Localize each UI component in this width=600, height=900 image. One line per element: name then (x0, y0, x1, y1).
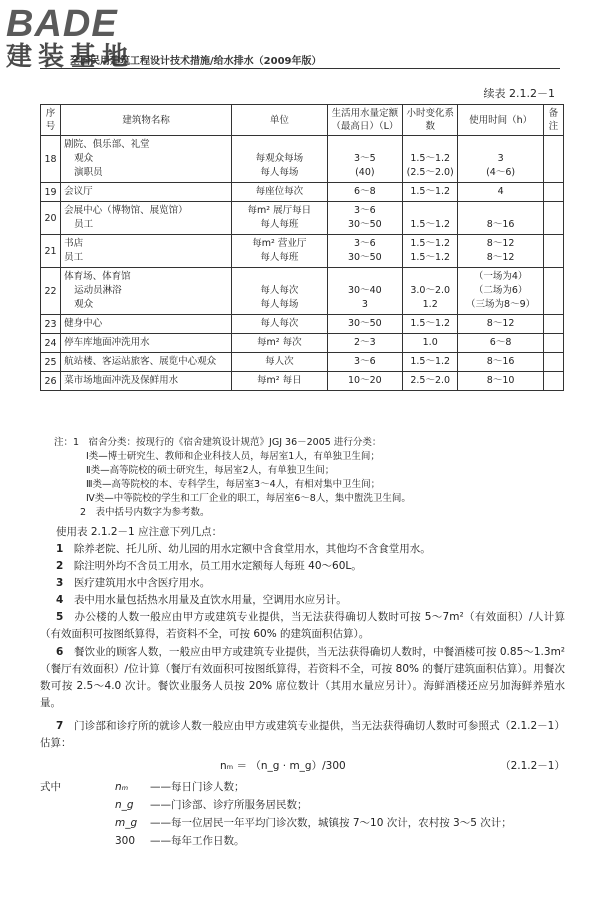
unit-line: 每人每场 (260, 167, 299, 178)
building-name (61, 202, 232, 235)
building-name (61, 334, 232, 353)
water-quota (327, 334, 402, 353)
usage-time-line: 8～10 (486, 375, 515, 386)
unit (232, 334, 328, 353)
unit (232, 315, 328, 334)
point-3-text: 医疗建筑用水中含医疗用水。 (73, 577, 211, 589)
unit (232, 235, 328, 268)
row-number: 19 (41, 183, 61, 202)
hourly-coefficient-line: 1.5～1.2 (410, 186, 451, 197)
header-time: 使用时间（h） (458, 105, 543, 136)
point-4 (40, 592, 565, 609)
table-row (41, 183, 564, 202)
unit (232, 202, 328, 235)
table-continued-label: 续表 2.1.2－1 (483, 87, 555, 100)
row-number: 22 (41, 268, 61, 315)
point-1-text: 除养老院、托儿所、幼儿园的用水定额中含食堂用水，其他均不含食堂用水。 (73, 543, 431, 555)
table-notes (54, 436, 574, 520)
usage-time-line: 8～12 (486, 318, 515, 329)
table-row (41, 372, 564, 391)
remark (543, 315, 563, 334)
unit (232, 136, 328, 183)
water-quota-line: 6～8 (354, 186, 376, 197)
row-number: 23 (41, 315, 61, 334)
header-rule (40, 68, 560, 69)
point-7-text: 门诊部和诊疗所的就诊人数一般应由甲方或建筑专业提供，当无法获得确切人数时可参照式（2.1.2－1）估算： (40, 720, 566, 749)
hourly-coefficient-line: 1.5～1.2 (410, 318, 451, 329)
building-name (61, 372, 232, 391)
remark (543, 268, 563, 315)
table-row (41, 235, 564, 268)
hourly-coefficient-line: 1.2 (422, 299, 438, 310)
hourly-coefficient-line: 1.5～1.2 (410, 356, 451, 367)
water-quota-line: 30～50 (347, 252, 382, 263)
water-quota (327, 202, 402, 235)
point-6-text: 餐饮业的顾客人数，一般应由甲方或建筑专业提供，当无法获得确切人数时，中餐酒楼可按 0.85～1.3m²（餐厅有效面积）/位计算（餐厅有效面积可按图纸算得，若资料不全，可按 80% 的餐厅建筑面积估算）。用餐次数可按 2.5～4.0 次计。餐饮业服务人员按 20% 席位数计（其用水量应另计）。海鲜酒楼还应另加海鲜养殖水量。 (40, 646, 566, 709)
water-quota (327, 372, 402, 391)
table-row (41, 353, 564, 372)
usage-time-line: (4～6) (486, 167, 516, 178)
unit-line: 每m² 每次 (257, 337, 302, 348)
water-quota-line: 30～50 (347, 318, 382, 329)
usage-time (458, 183, 543, 202)
water-quota-line (331, 138, 399, 152)
point-1-no: 1 (56, 543, 64, 555)
usage-time (458, 202, 543, 235)
unit-line: 每人每次 (260, 285, 299, 296)
building-name-line: 航站楼、客运站旅客、展览中心观众 (64, 356, 217, 367)
water-quota-line: 3 (361, 299, 368, 310)
hourly-coefficient (403, 372, 458, 391)
usage-time-line: （二场为6） (473, 285, 528, 296)
def-4-symbol: 300 (115, 835, 136, 847)
building-name-line: 体育场、体育馆 (64, 271, 131, 282)
hourly-coefficient-line: 1.5～1.2 (410, 252, 451, 263)
equation-number: （2.1.2－1） (500, 760, 565, 772)
water-quota (327, 183, 402, 202)
point-5-text: 办公楼的人数一般应由甲方或建筑专业提供，当无法获得确切人数时可按 5～7m²（有效面积）/人计算（有效面积可按图纸算得，若资料不全，可按 60% 的建筑面积估算）。 (40, 611, 566, 640)
hourly-coefficient-line: 2.5～2.0 (410, 375, 451, 386)
running-header: 全国民用建筑工程设计技术措施/给水排水（2009年版） (70, 56, 322, 67)
water-quota-line (331, 270, 399, 284)
remark (543, 202, 563, 235)
point-6 (40, 644, 565, 712)
usage-time-line: 8～16 (486, 219, 515, 230)
note-1: 1 宿舍分类：按现行的《宿舍建筑设计规范》JGJ 36－2005 进行分类： (73, 437, 382, 448)
water-quota-line: 10～20 (347, 375, 382, 386)
hourly-coefficient (403, 315, 458, 334)
unit-line (235, 270, 324, 284)
unit-line: 每座位每次 (255, 186, 304, 197)
water-quota-line: 3～6 (354, 238, 376, 249)
def-3-text: ——每一位居民一年平均门诊次数，城镇按 7～10 次计，农村按 3～5 次计； (150, 817, 512, 829)
unit-line: 每人次 (265, 356, 294, 367)
building-name-line: 员工 (74, 219, 94, 230)
note-class-2: Ⅱ类—高等院校的硕士研究生，每居室2人，有单独卫生间； (86, 465, 335, 476)
unit-line: 每m² 展厅每日 (247, 205, 312, 216)
point-2-no: 2 (56, 560, 64, 572)
point-6-no: 6 (56, 646, 64, 658)
hourly-coefficient-line (406, 270, 454, 284)
unit (232, 183, 328, 202)
hourly-coefficient (403, 136, 458, 183)
row-number: 25 (41, 353, 61, 372)
building-name (61, 353, 232, 372)
water-quota (327, 235, 402, 268)
hourly-coefficient-line: 1.0 (422, 337, 438, 348)
point-4-no: 4 (56, 594, 64, 606)
building-name (61, 268, 232, 315)
table-header-row (41, 105, 564, 136)
header-no: 序号 (41, 105, 61, 136)
usage-time-line (461, 138, 539, 152)
unit-line (235, 138, 324, 152)
note-class-1: Ⅰ类—博士研究生、教师和企业科技人员，每居室1人，有单独卫生间； (86, 451, 380, 462)
remark (543, 235, 563, 268)
row-number: 26 (41, 372, 61, 391)
unit-line: 每m² 营业厅 (252, 238, 307, 249)
usage-time-line (461, 204, 539, 218)
header-name: 建筑物名称 (61, 105, 232, 136)
def-2-symbol: n_g (115, 799, 134, 811)
building-name-line: 会展中心（博物馆、展览馆） (64, 205, 188, 216)
usage-time-line: 6～8 (489, 337, 512, 348)
hourly-coefficient (403, 353, 458, 372)
unit-line: 每人每班 (260, 252, 299, 263)
usage-time-line: 8～12 (486, 252, 515, 263)
notes-label: 注： (54, 437, 74, 448)
point-2-text: 除注明外均不含员工用水，员工用水定额每人每班 40～60L。 (73, 560, 362, 572)
building-name-line: 观众 (74, 299, 94, 310)
usage-time-line: 8～16 (486, 356, 515, 367)
usage-time (458, 372, 543, 391)
hourly-coefficient (403, 183, 458, 202)
usage-time (458, 235, 543, 268)
hourly-coefficient-line (406, 204, 454, 218)
formula: nₘ ＝ （n_g · m_g）/300 (220, 760, 346, 772)
building-name (61, 136, 232, 183)
hourly-coefficient-line: 3.0～2.0 (410, 285, 451, 296)
point-4-text: 表中用水量包括热水用量及直饮水用量，空调用水应另计。 (73, 594, 347, 606)
remark (543, 183, 563, 202)
usage-time (458, 315, 543, 334)
usage-time (458, 353, 543, 372)
unit-line: 每人每班 (260, 219, 299, 230)
building-name (61, 315, 232, 334)
point-5-no: 5 (56, 611, 64, 623)
point-7-no: 7 (56, 720, 64, 732)
unit (232, 372, 328, 391)
where-label: 式中 (40, 781, 61, 793)
row-number: 21 (41, 235, 61, 268)
logo-text-cn: 建装基地 (6, 42, 135, 72)
point-2 (40, 558, 565, 575)
building-name-line: 运动员淋浴 (74, 285, 122, 296)
building-name-line: 书店 (64, 238, 84, 249)
hourly-coefficient-line: 1.5～1.2 (410, 238, 451, 249)
building-name-line: 菜市场地面冲洗及保鲜用水 (64, 375, 179, 386)
header-quota: 生活用水量定额（最高日）（L） (327, 105, 402, 136)
note-class-3: Ⅲ类—高等院校的本、专科学生，每居室3～4人，有相对集中卫生间； (86, 479, 381, 490)
unit (232, 268, 328, 315)
unit-line: 每人每场 (260, 299, 299, 310)
water-quota-line: (40) (355, 167, 375, 178)
point-3 (40, 575, 565, 592)
point-7 (40, 718, 565, 752)
usage-time-line: （三场为8～9） (466, 299, 536, 310)
water-quota-line: 2～3 (354, 337, 376, 348)
building-name-line: 健身中心 (64, 318, 103, 329)
note-2: 2 表中括号内数字为参考数。 (80, 507, 210, 518)
usage-time-line: 4 (497, 186, 504, 197)
hourly-coefficient (403, 235, 458, 268)
water-quota-line: 3～6 (354, 205, 376, 216)
water-quota (327, 136, 402, 183)
table-row (41, 202, 564, 235)
unit-line: 每m² 每日 (257, 375, 302, 386)
water-quota-line: 30～50 (347, 219, 382, 230)
building-name-line: 停车库地面冲洗用水 (64, 337, 150, 348)
water-quota-line: 3～5 (354, 153, 376, 164)
usage-time (458, 136, 543, 183)
logo-text-en: BADE (6, 3, 118, 45)
usage-time-line: （一场为4） (473, 271, 528, 282)
table-row (41, 136, 564, 183)
intro-paragraph: 使用表 2.1.2－1 应注意下列几点： (56, 526, 223, 538)
unit-line: 每观众每场 (255, 153, 304, 164)
header-remark: 备注 (543, 105, 563, 136)
def-2-text: ——门诊部、诊疗所服务居民数； (150, 799, 308, 811)
water-quota-line: 30～40 (347, 285, 382, 296)
point-5 (40, 609, 565, 643)
building-name-line: 剧院、俱乐部、礼堂 (64, 139, 150, 150)
hourly-coefficient-line: 1.5～1.2 (410, 153, 451, 164)
hourly-coefficient (403, 268, 458, 315)
usage-time (458, 334, 543, 353)
point-3-no: 3 (56, 577, 64, 589)
remark (543, 372, 563, 391)
def-3-symbol: m_g (115, 817, 138, 829)
water-quota-line: 3～6 (354, 356, 376, 367)
hourly-coefficient (403, 202, 458, 235)
header-k: 小时变化系数 (403, 105, 458, 136)
unit-line: 每人每次 (260, 318, 299, 329)
unit (232, 353, 328, 372)
water-quota (327, 353, 402, 372)
table-row (41, 334, 564, 353)
building-name-line: 观众 (74, 153, 94, 164)
building-name (61, 235, 232, 268)
remark (543, 136, 563, 183)
header-unit: 单位 (232, 105, 328, 136)
row-number: 18 (41, 136, 61, 183)
table-row (41, 268, 564, 315)
water-quota-table (40, 104, 564, 391)
usage-time-line: 8～12 (486, 238, 515, 249)
point-1 (40, 541, 565, 558)
def-4-text: ——每年工作日数。 (150, 835, 245, 847)
building-name (61, 183, 232, 202)
def-1-text: ——每日门诊人数； (150, 781, 245, 793)
table-row (41, 315, 564, 334)
hourly-coefficient-line: 1.5～1.2 (410, 219, 451, 230)
building-name-line: 演职员 (74, 167, 103, 178)
note-class-4: Ⅳ类—中等院校的学生和工厂企业的职工，每居室6～8人，集中盥洗卫生间。 (86, 493, 411, 504)
hourly-coefficient-line (406, 138, 454, 152)
usage-time (458, 268, 543, 315)
water-quota (327, 315, 402, 334)
hourly-coefficient-line: (2.5～2.0) (406, 167, 454, 178)
formula-definitions (40, 778, 565, 850)
water-quota (327, 268, 402, 315)
remark (543, 353, 563, 372)
remark (543, 334, 563, 353)
hourly-coefficient (403, 334, 458, 353)
building-name-line: 会议厅 (64, 186, 93, 197)
def-1-symbol: nₘ (115, 781, 129, 793)
building-name-line: 员工 (64, 252, 84, 263)
row-number: 24 (41, 334, 61, 353)
row-number: 20 (41, 202, 61, 235)
usage-time-line: 3 (497, 153, 504, 164)
